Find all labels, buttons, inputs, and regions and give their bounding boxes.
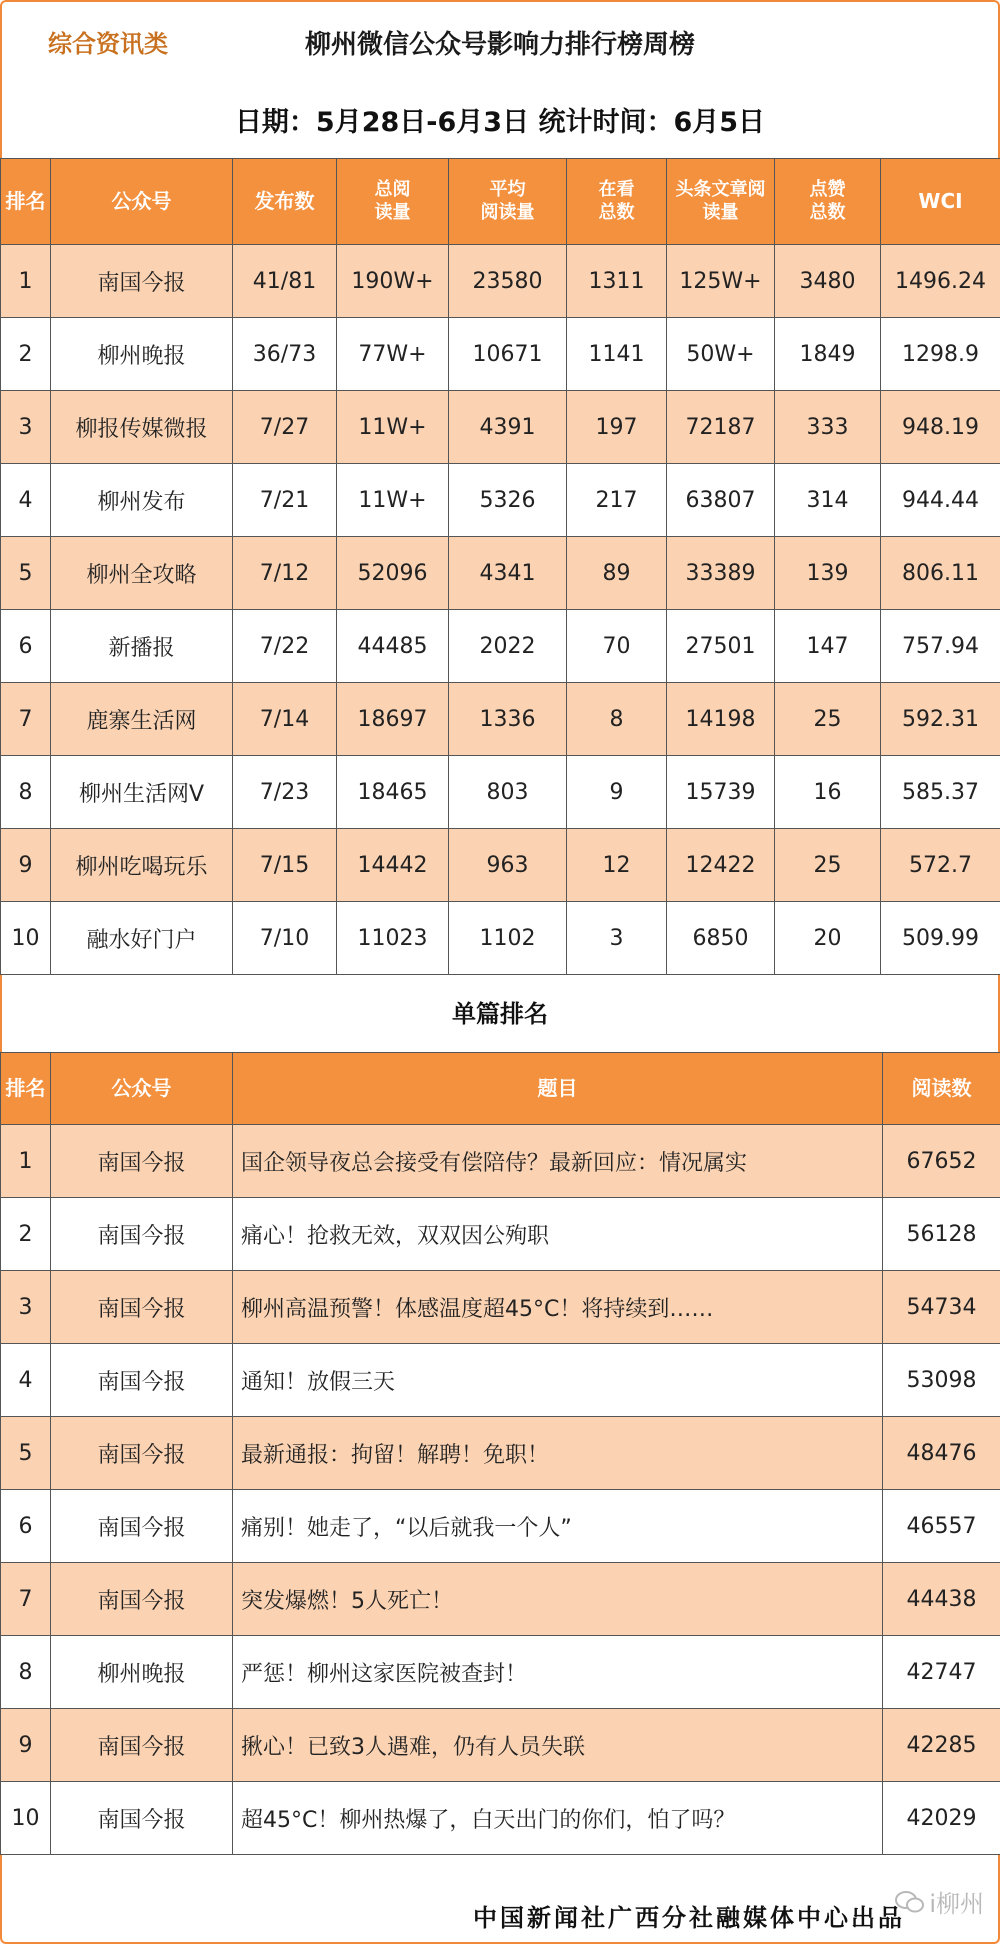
table-cell: 10 <box>1 1782 51 1855</box>
table-cell: 48476 <box>883 1417 1000 1490</box>
header-text: 阅读量 <box>480 201 535 223</box>
table-row <box>1 756 1000 829</box>
table-row <box>1 1563 1000 1636</box>
article-title-cell: 柳州高温预警！体感温度超45°C！将持续到…… <box>233 1271 883 1344</box>
table-cell: 柳州全攻略 <box>51 537 233 610</box>
ranking-header-cell <box>233 159 337 245</box>
ranking-header-row <box>1 159 1000 245</box>
table-cell: 7/27 <box>233 391 337 464</box>
ranking-header-cell <box>667 159 775 245</box>
table-cell: 南国今报 <box>51 1417 233 1490</box>
table-row <box>1 902 1000 975</box>
table-cell: 89 <box>567 537 667 610</box>
table-cell: 南国今报 <box>51 1709 233 1782</box>
header <box>0 0 1000 158</box>
table-row <box>1 245 1000 318</box>
category-label: 综合资讯类 <box>48 30 168 58</box>
header-text: 读量 <box>374 201 411 223</box>
table-cell: 7/22 <box>233 610 337 683</box>
table-cell: 20 <box>775 902 881 975</box>
table-cell: 10671 <box>449 318 567 391</box>
table-cell: 41/81 <box>233 245 337 318</box>
table-row <box>1 1709 1000 1782</box>
table-cell: 12 <box>567 829 667 902</box>
table-row <box>1 829 1000 902</box>
header-text: WCI <box>918 189 963 213</box>
table-cell: 314 <box>775 464 881 537</box>
table-cell: 1849 <box>775 318 881 391</box>
header-text: 平均 <box>489 179 526 200</box>
table-cell: 5326 <box>449 464 567 537</box>
ranking-header-cell <box>449 159 567 245</box>
table-cell: 8 <box>567 683 667 756</box>
table-cell: 12422 <box>667 829 775 902</box>
ranking-header-cell <box>775 159 881 245</box>
table-cell: 7/14 <box>233 683 337 756</box>
article-header-cell: 公众号 <box>51 1053 233 1125</box>
table-cell: 6 <box>1 610 51 683</box>
table-cell: 72187 <box>667 391 775 464</box>
table-cell: 585.37 <box>881 756 1000 829</box>
table-cell: 9 <box>567 756 667 829</box>
table-cell: 8 <box>1 1636 51 1709</box>
page-title: 柳州微信公众号影响力排行榜周榜 <box>304 30 695 60</box>
article-section-title: 单篇排名 <box>452 1000 548 1028</box>
table-cell: 4391 <box>449 391 567 464</box>
table-cell: 15739 <box>667 756 775 829</box>
table-cell: 46557 <box>883 1490 1000 1563</box>
ranking-header-cell <box>881 159 1000 245</box>
table-cell: 南国今报 <box>51 1125 233 1198</box>
article-title-cell: 国企领导夜总会接受有偿陪侍？最新回应：情况属实 <box>233 1125 883 1198</box>
table-cell: 4 <box>1 1344 51 1417</box>
table-row <box>1 1125 1000 1198</box>
table-cell: 南国今报 <box>51 1563 233 1636</box>
header-text: 发布数 <box>254 189 315 213</box>
table-cell: 2022 <box>449 610 567 683</box>
article-table <box>0 1052 1000 1855</box>
table-cell: 592.31 <box>881 683 1000 756</box>
table-cell: 3 <box>1 391 51 464</box>
table-row <box>1 1344 1000 1417</box>
table-cell: 南国今报 <box>51 1782 233 1855</box>
header-text: 读量 <box>702 201 739 223</box>
table-cell: 南国今报 <box>51 1271 233 1344</box>
wechat-icon <box>895 1891 925 1913</box>
table-cell: 1496.24 <box>881 245 1000 318</box>
article-body <box>1 1125 1000 1855</box>
table-cell: 806.11 <box>881 537 1000 610</box>
table-cell: 1336 <box>449 683 567 756</box>
article-title-cell: 超45°C！柳州热爆了，白天出门的你们，怕了吗？ <box>233 1782 883 1855</box>
table-cell: 33389 <box>667 537 775 610</box>
table-cell: 42747 <box>883 1636 1000 1709</box>
header-text: 总数 <box>598 201 635 223</box>
table-cell: 柳州晚报 <box>51 318 233 391</box>
table-cell: 7/23 <box>233 756 337 829</box>
table-row <box>1 1490 1000 1563</box>
article-title-cell: 突发爆燃！5人死亡！ <box>233 1563 883 1636</box>
table-cell: 54734 <box>883 1271 1000 1344</box>
watermark <box>895 1884 984 1919</box>
table-cell: 572.7 <box>881 829 1000 902</box>
table-cell: 9 <box>1 829 51 902</box>
table-cell: 11023 <box>337 902 449 975</box>
table-cell: 42285 <box>883 1709 1000 1782</box>
table-cell: 南国今报 <box>51 1198 233 1271</box>
table-cell: 36/73 <box>233 318 337 391</box>
article-header-row <box>1 1053 1000 1125</box>
table-cell: 7/21 <box>233 464 337 537</box>
table-cell: 125W+ <box>667 245 775 318</box>
table-cell: 7/15 <box>233 829 337 902</box>
ranking-header-cell <box>51 159 233 245</box>
table-cell: 8 <box>1 756 51 829</box>
footer <box>0 1858 1000 1938</box>
table-row <box>1 1271 1000 1344</box>
table-cell: 11W+ <box>337 464 449 537</box>
article-title-cell: 严惩！柳州这家医院被查封！ <box>233 1636 883 1709</box>
header-text: 排名 <box>5 189 46 213</box>
table-cell: 23580 <box>449 245 567 318</box>
table-cell: 18465 <box>337 756 449 829</box>
table-cell: 190W+ <box>337 245 449 318</box>
table-row <box>1 318 1000 391</box>
article-header-cell: 题目 <box>233 1053 883 1125</box>
table-cell: 7 <box>1 1563 51 1636</box>
header-text: 点赞 <box>809 179 846 200</box>
table-cell: 944.44 <box>881 464 1000 537</box>
table-cell: 1298.9 <box>881 318 1000 391</box>
table-cell: 南国今报 <box>51 1490 233 1563</box>
table-cell: 63807 <box>667 464 775 537</box>
table-cell: 柳报传媒微报 <box>51 391 233 464</box>
ranking-body <box>1 245 1000 975</box>
table-cell: 963 <box>449 829 567 902</box>
table-cell: 52096 <box>337 537 449 610</box>
table-row <box>1 464 1000 537</box>
table-row <box>1 537 1000 610</box>
table-cell: 42029 <box>883 1782 1000 1855</box>
table-cell: 柳州吃喝玩乐 <box>51 829 233 902</box>
header-text: 公众号 <box>111 189 172 213</box>
date-line: 日期：5月28日-6月3日 统计时间：6月5日 <box>234 107 766 138</box>
ranking-header-cell <box>1 159 51 245</box>
table-cell: 77W+ <box>337 318 449 391</box>
table-cell: 27501 <box>667 610 775 683</box>
table-cell: 4 <box>1 464 51 537</box>
table-cell: 803 <box>449 756 567 829</box>
article-title-cell: 通知！放假三天 <box>233 1344 883 1417</box>
header-text: 在看 <box>598 179 635 200</box>
table-cell: 9 <box>1 1709 51 1782</box>
table-cell: 南国今报 <box>51 245 233 318</box>
table-cell: 3 <box>567 902 667 975</box>
table-cell: 16 <box>775 756 881 829</box>
table-cell: 7/10 <box>233 902 337 975</box>
table-cell: 139 <box>775 537 881 610</box>
ranking-table <box>0 158 1000 975</box>
table-cell: 5 <box>1 537 51 610</box>
article-header-cell: 阅读数 <box>883 1053 1000 1125</box>
table-cell: 948.19 <box>881 391 1000 464</box>
table-cell: 柳州晚报 <box>51 1636 233 1709</box>
table-cell: 44485 <box>337 610 449 683</box>
table-cell: 6850 <box>667 902 775 975</box>
table-cell: 14442 <box>337 829 449 902</box>
table-cell: 147 <box>775 610 881 683</box>
article-title-cell: 揪心！已致3人遇难，仍有人员失联 <box>233 1709 883 1782</box>
table-cell: 融水好门户 <box>51 902 233 975</box>
ranking-header-cell <box>567 159 667 245</box>
table-cell: 1311 <box>567 245 667 318</box>
table-cell: 2 <box>1 1198 51 1271</box>
article-title-cell: 最新通报：拘留！解聘！免职！ <box>233 1417 883 1490</box>
watermark-text: i柳州 <box>929 1890 984 1918</box>
table-cell: 217 <box>567 464 667 537</box>
table-cell: 509.99 <box>881 902 1000 975</box>
table-cell: 14198 <box>667 683 775 756</box>
table-cell: 6 <box>1 1490 51 1563</box>
table-cell: 197 <box>567 391 667 464</box>
table-cell: 10 <box>1 902 51 975</box>
table-row <box>1 391 1000 464</box>
header-text: 总数 <box>809 201 846 223</box>
header-text: 头条文章阅 <box>675 179 766 200</box>
table-cell: 333 <box>775 391 881 464</box>
table-cell: 4341 <box>449 537 567 610</box>
table-cell: 44438 <box>883 1563 1000 1636</box>
table-cell: 11W+ <box>337 391 449 464</box>
table-cell: 1141 <box>567 318 667 391</box>
article-title-cell: 痛别！她走了，“以后就我一个人” <box>233 1490 883 1563</box>
table-cell: 1 <box>1 1125 51 1198</box>
table-cell: 新播报 <box>51 610 233 683</box>
article-title-cell: 痛心！抢救无效，双双因公殉职 <box>233 1198 883 1271</box>
table-cell: 7/12 <box>233 537 337 610</box>
article-header-cell: 排名 <box>1 1053 51 1125</box>
ranking-header-cell <box>337 159 449 245</box>
table-cell: 56128 <box>883 1198 1000 1271</box>
table-row <box>1 683 1000 756</box>
table-row <box>1 1636 1000 1709</box>
table-cell: 柳州生活网V <box>51 756 233 829</box>
table-cell: 1102 <box>449 902 567 975</box>
table-cell: 53098 <box>883 1344 1000 1417</box>
table-cell: 3 <box>1 1271 51 1344</box>
table-cell: 南国今报 <box>51 1344 233 1417</box>
table-cell: 鹿寨生活网 <box>51 683 233 756</box>
table-cell: 3480 <box>775 245 881 318</box>
table-cell: 25 <box>775 829 881 902</box>
table-cell: 757.94 <box>881 610 1000 683</box>
table-cell: 67652 <box>883 1125 1000 1198</box>
table-cell: 7 <box>1 683 51 756</box>
footer-credit: 中国新闻社广西分社融媒体中心出品 <box>473 1903 905 1932</box>
table-cell: 5 <box>1 1417 51 1490</box>
table-row <box>1 1198 1000 1271</box>
table-row <box>1 610 1000 683</box>
table-cell: 2 <box>1 318 51 391</box>
table-cell: 50W+ <box>667 318 775 391</box>
table-cell: 25 <box>775 683 881 756</box>
table-row <box>1 1782 1000 1855</box>
table-cell: 柳州发布 <box>51 464 233 537</box>
table-row <box>1 1417 1000 1490</box>
table-cell: 18697 <box>337 683 449 756</box>
header-text: 总阅 <box>374 179 411 200</box>
table-cell: 70 <box>567 610 667 683</box>
table-cell: 1 <box>1 245 51 318</box>
